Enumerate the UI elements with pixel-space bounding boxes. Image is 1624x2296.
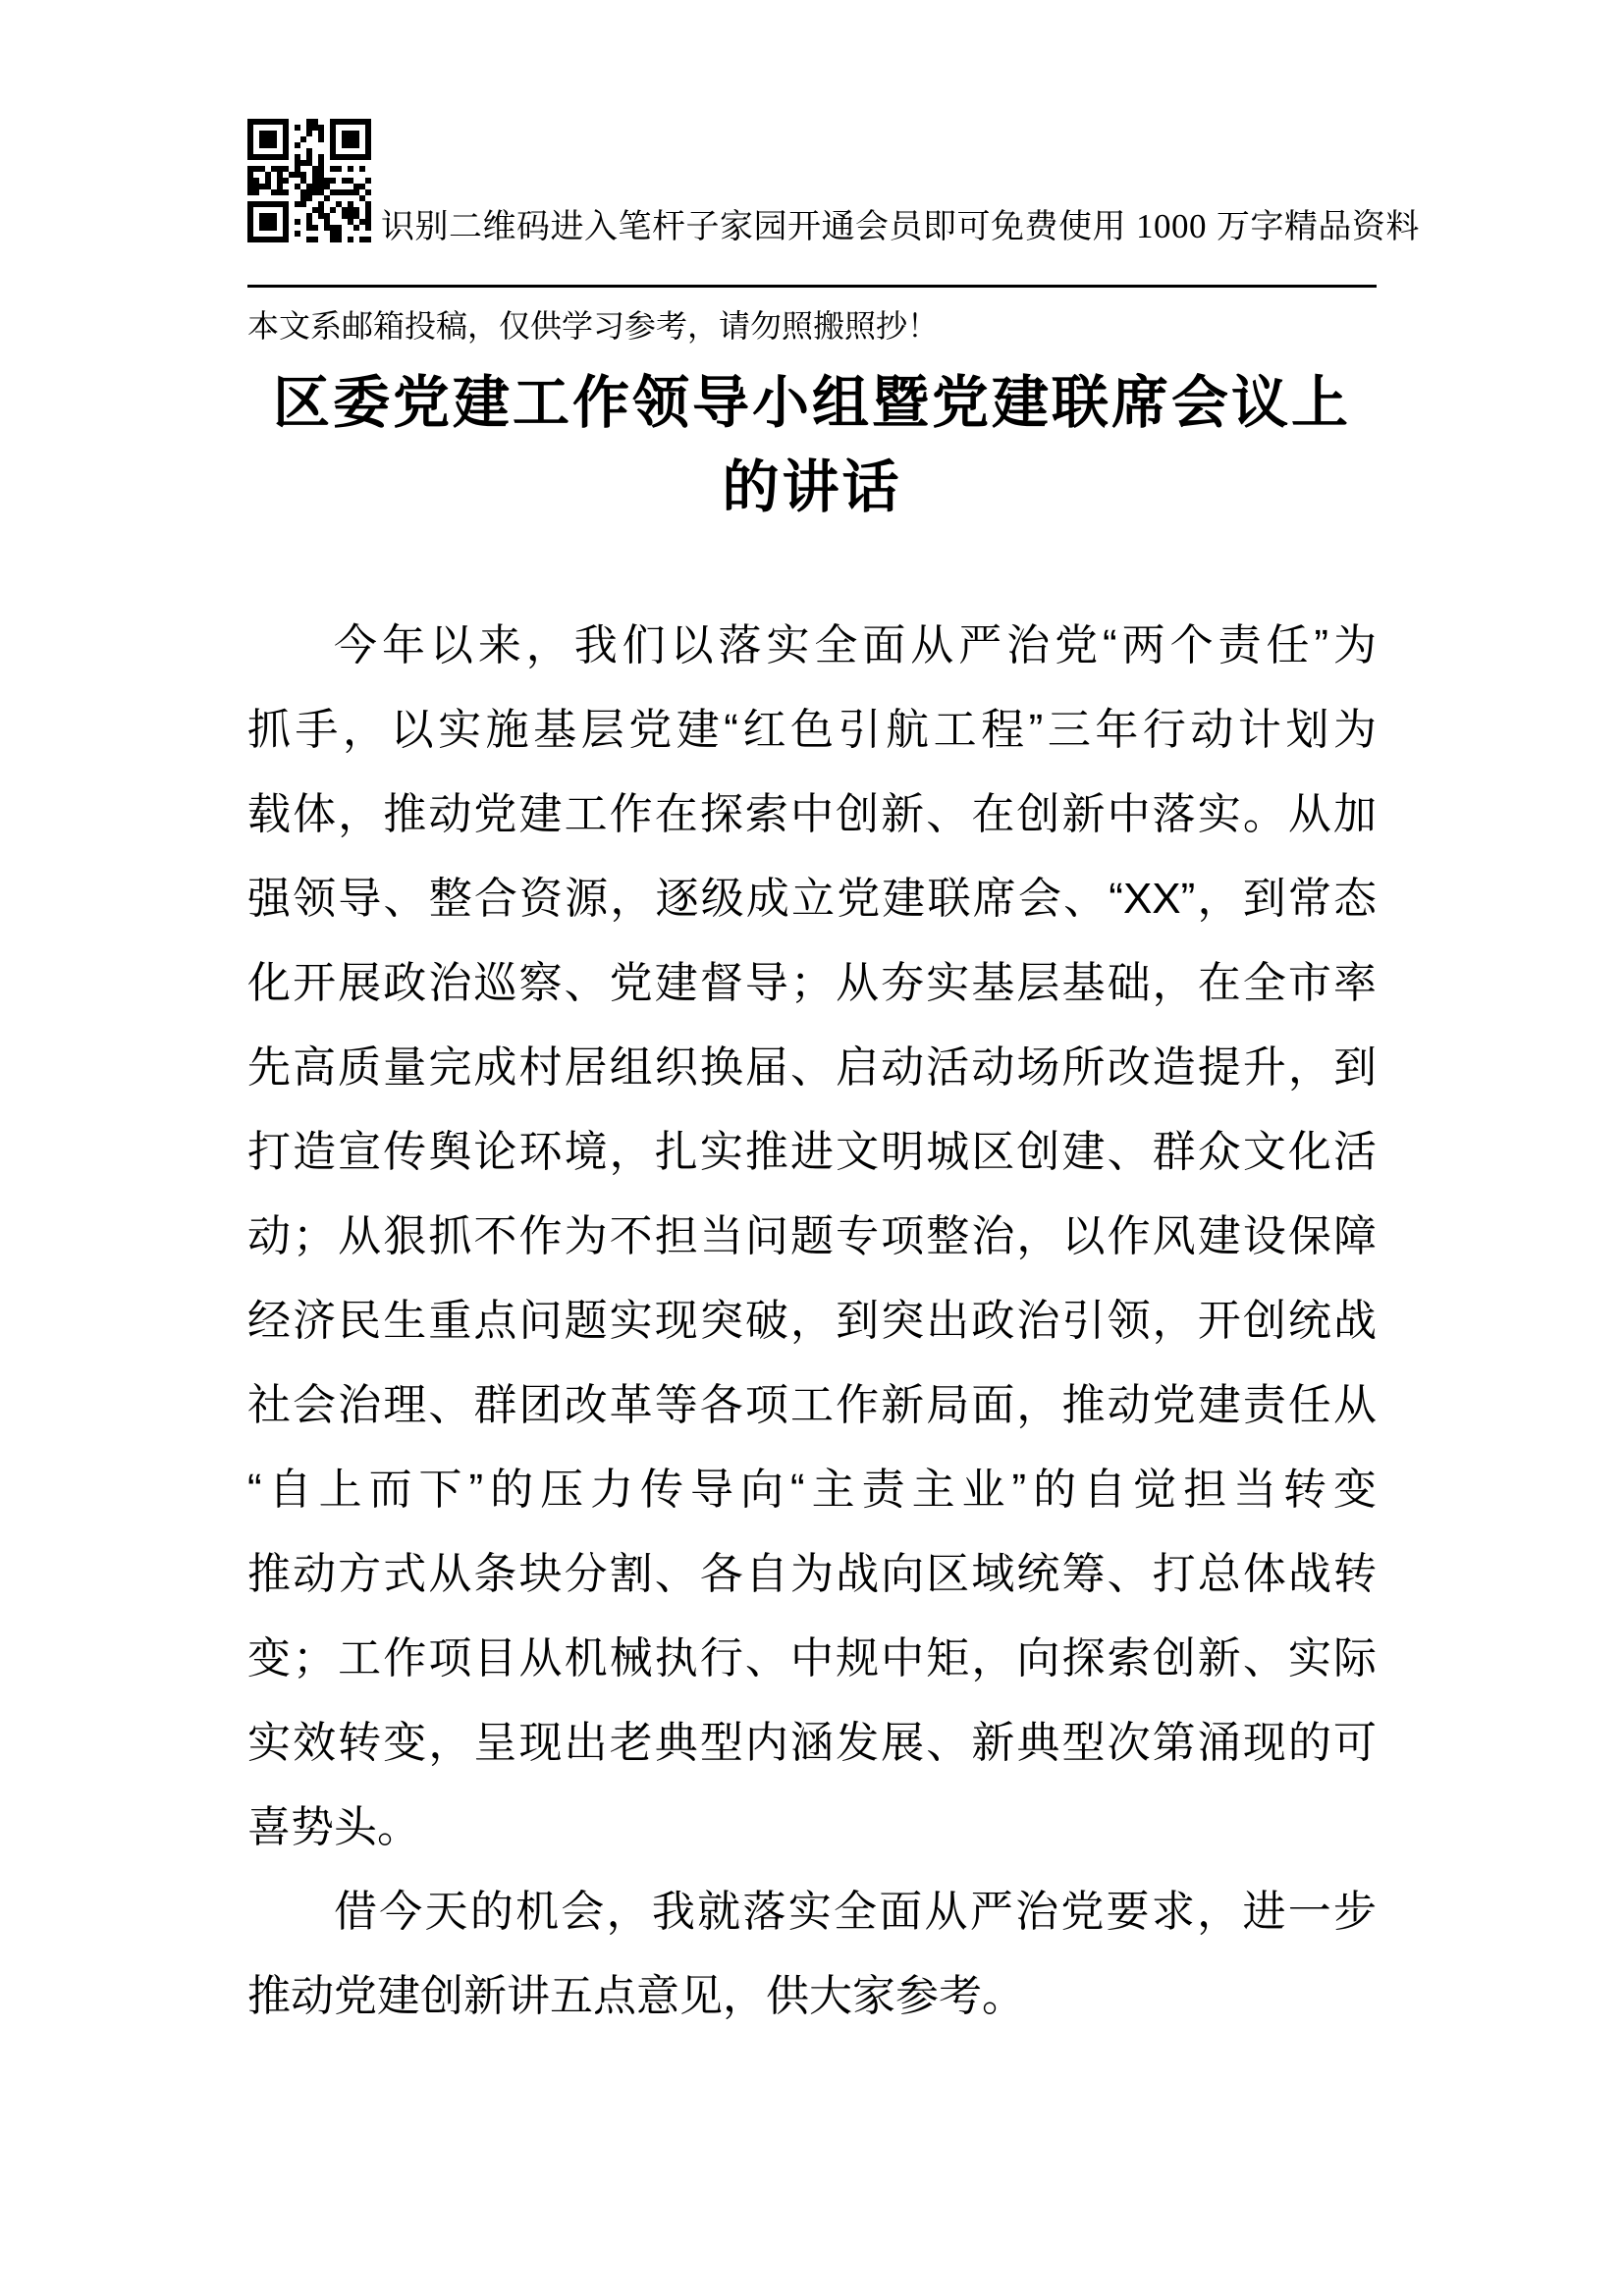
body-line: 抓手，以实施基层党建“红色引航工程”三年行动计划为 bbox=[247, 706, 1377, 754]
body-line: 社会治理、群团改革等各项工作新局面，推动党建责任从 bbox=[247, 1381, 1377, 1429]
body-line: 先高质量完成村居组织换届、启动活动场所改造提升，到 bbox=[247, 1043, 1377, 1092]
qr-code-image bbox=[247, 119, 371, 242]
body-line: “自上而下”的压力传导向“主责主业”的自觉担当转变 bbox=[247, 1466, 1377, 1514]
body-line: 实效转变，呈现出老典型内涵发展、新典型次第涌现的可 bbox=[247, 1719, 1377, 1767]
body-line: 喜势头。 bbox=[247, 1803, 420, 1851]
body-line: 今年以来，我们以落实全面从严治党“两个责任”为 bbox=[334, 621, 1377, 669]
paragraph bbox=[247, 1870, 1377, 2039]
promo-number: 1000 bbox=[1135, 207, 1207, 245]
body-line: 动；从狠抓不作为不担当问题专项整治，以作风建设保障 bbox=[247, 1212, 1377, 1260]
title-line-1: 区委党建工作领导小组暨党建联席会议上 bbox=[272, 371, 1351, 435]
body-line: 强领导、整合资源，逐级成立党建联席会、“XX”，到常态 bbox=[247, 875, 1377, 923]
body-line: 推动方式从条块分割、各自为战向区域统筹、打总体战转 bbox=[247, 1550, 1377, 1598]
promo-text-suffix: 万字精品资料 bbox=[1206, 208, 1420, 245]
body-line: 经济民生重点问题实现突破，到突出政治引领，开创统战 bbox=[247, 1297, 1377, 1345]
promo-line bbox=[381, 207, 1420, 246]
promo-text-prefix: 识别二维码进入笔杆子家园开通会员即可免费使用 bbox=[381, 208, 1136, 245]
body-line: 载体，推动党建工作在探索中创新、在创新中落实。从加 bbox=[247, 790, 1377, 838]
body bbox=[247, 604, 1377, 2039]
horizontal-rule bbox=[247, 285, 1377, 288]
body-line: 推动党建创新讲五点意见，供大家参考。 bbox=[247, 1972, 1025, 2020]
body-line: 化开展政治巡察、党建督导；从夯实基层基础，在全市率 bbox=[247, 959, 1377, 1007]
paragraph bbox=[247, 604, 1377, 1870]
title-line-2: 的讲话 bbox=[722, 455, 902, 519]
document-title bbox=[247, 361, 1377, 530]
body-line: 变；工作项目从机械执行、中规中矩，向探索创新、实际 bbox=[247, 1634, 1377, 1682]
body-line: 打造宣传舆论环境，扎实推进文明城区创建、群众文化活 bbox=[247, 1128, 1377, 1176]
disclaimer-note: 本文系邮箱投稿，仅供学习参考，请勿照搬照抄！ bbox=[247, 308, 940, 344]
body-line: 借今天的机会，我就落实全面从严治党要求，进一步 bbox=[334, 1888, 1377, 1936]
